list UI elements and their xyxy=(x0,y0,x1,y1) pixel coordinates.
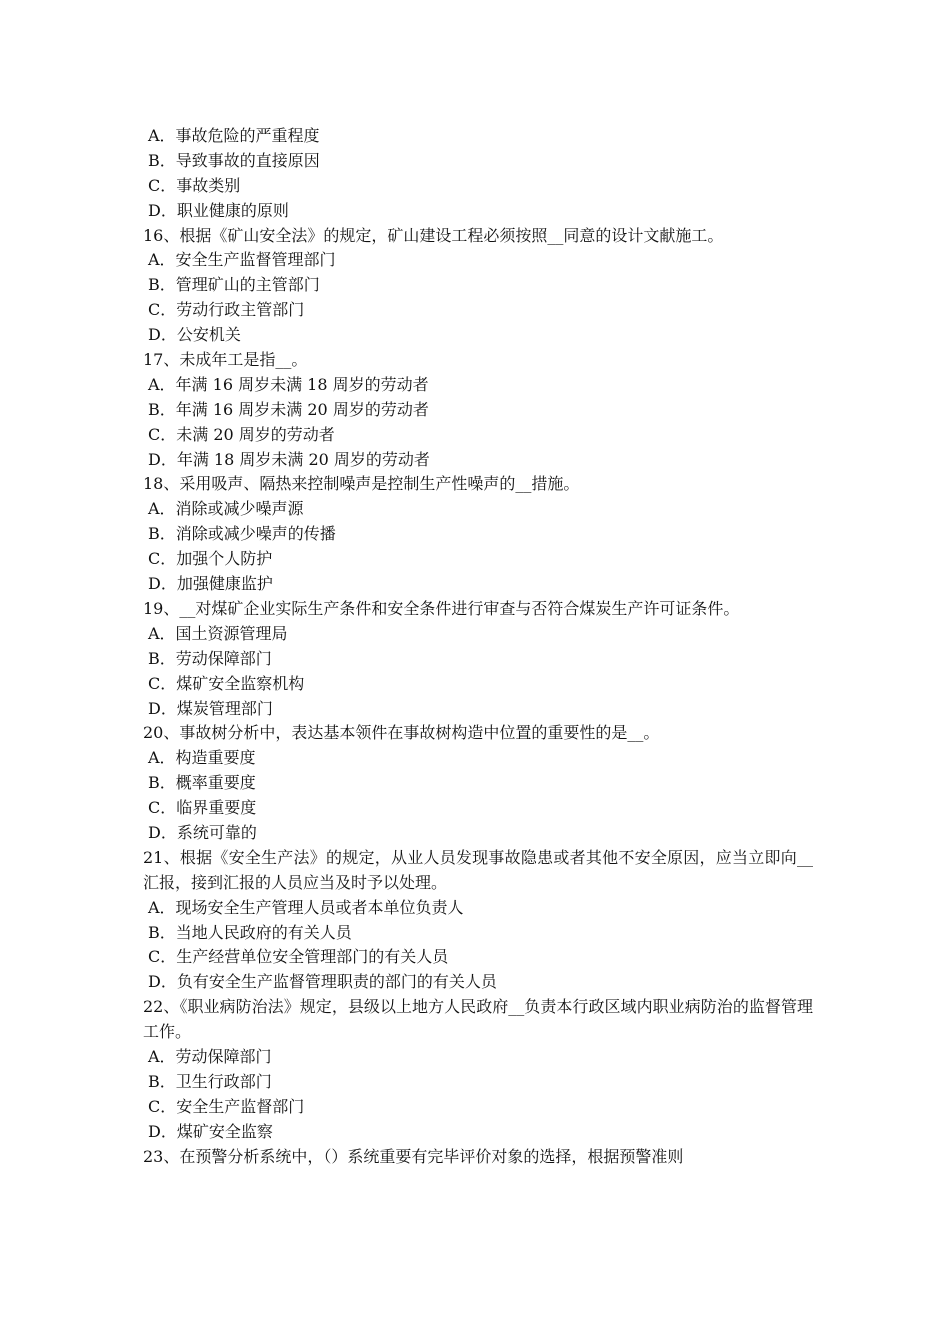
answer-option: A．安全生产监督管理部门 xyxy=(148,250,336,270)
answer-option: B．消除或减少噪声的传播 xyxy=(148,524,336,544)
answer-option: D．煤炭管理部门 xyxy=(148,698,273,718)
answer-option: B．管理矿山的主管部门 xyxy=(148,275,320,295)
answer-option: C．加强个人防护 xyxy=(148,549,273,569)
answer-option: C．未满 20 周岁的劳动者 xyxy=(148,424,335,444)
answer-option: B．卫生行政部门 xyxy=(148,1071,272,1091)
answer-option: C．安全生产监督部门 xyxy=(148,1096,305,1116)
answer-option: A．构造重要度 xyxy=(148,748,256,768)
exam-text-body xyxy=(143,124,813,1169)
answer-option: B．导致事故的直接原因 xyxy=(148,150,320,170)
answer-option: D．加强健康监护 xyxy=(148,574,273,594)
answer-option: C．煤矿安全监察机构 xyxy=(148,673,305,693)
answer-option: C．临界重要度 xyxy=(148,798,257,818)
question-text: 21、根据《安全生产法》的规定，从业人员发现事故隐患或者其他不安全原因，应当立即向__汇报，接到汇报的人员应当及时予以处理。 xyxy=(143,847,813,892)
answer-option: B．概率重要度 xyxy=(148,773,256,793)
answer-option: D．负有安全生产监督管理职责的部门的有关人员 xyxy=(148,972,497,992)
answer-option: A．现场安全生产管理人员或者本单位负责人 xyxy=(148,897,464,917)
answer-option: B．当地人民政府的有关人员 xyxy=(148,922,352,942)
answer-option: A．年满 16 周岁未满 18 周岁的劳动者 xyxy=(148,374,429,394)
answer-option: C．生产经营单位安全管理部门的有关人员 xyxy=(148,947,449,967)
answer-option: C．劳动行政主管部门 xyxy=(148,300,305,320)
question-text: 18、采用吸声、隔热来控制噪声是控制生产性噪声的__措施。 xyxy=(143,474,580,494)
answer-option: B．劳动保障部门 xyxy=(148,648,272,668)
answer-option: D．系统可靠的 xyxy=(148,822,257,842)
answer-option: A．消除或减少噪声源 xyxy=(148,499,304,519)
question-text: 23、在预警分析系统中，（）系统重要有完毕评价对象的选择，根据预警准则 xyxy=(143,1146,684,1166)
answer-option: D．公安机关 xyxy=(148,325,241,345)
question-text: 16、根据《矿山安全法》的规定，矿山建设工程必须按照__同意的设计文献施工。 xyxy=(143,225,724,245)
answer-option: D．煤矿安全监察 xyxy=(148,1121,273,1141)
answer-option: A．国土资源管理局 xyxy=(148,623,288,643)
answer-option: C．事故类别 xyxy=(148,175,241,195)
question-text: 19、__对煤矿企业实际生产条件和安全条件进行审查与否符合煤炭生产许可证条件。 xyxy=(143,598,740,618)
answer-option: A．劳动保障部门 xyxy=(148,1047,272,1067)
question-text: 22、《职业病防治法》规定，县级以上地方人民政府__负责本行政区域内职业病防治的监督管理工作。 xyxy=(143,997,813,1042)
answer-option: D．职业健康的原则 xyxy=(148,200,289,220)
answer-option: B．年满 16 周岁未满 20 周岁的劳动者 xyxy=(148,399,429,419)
question-text: 20、事故树分析中，表达基本领件在事故树构造中位置的重要性的是__。 xyxy=(143,723,660,743)
question-text: 17、未成年工是指__。 xyxy=(143,350,308,370)
answer-option: D．年满 18 周岁未满 20 周岁的劳动者 xyxy=(148,449,430,469)
answer-option: A．事故危险的严重程度 xyxy=(148,126,320,145)
